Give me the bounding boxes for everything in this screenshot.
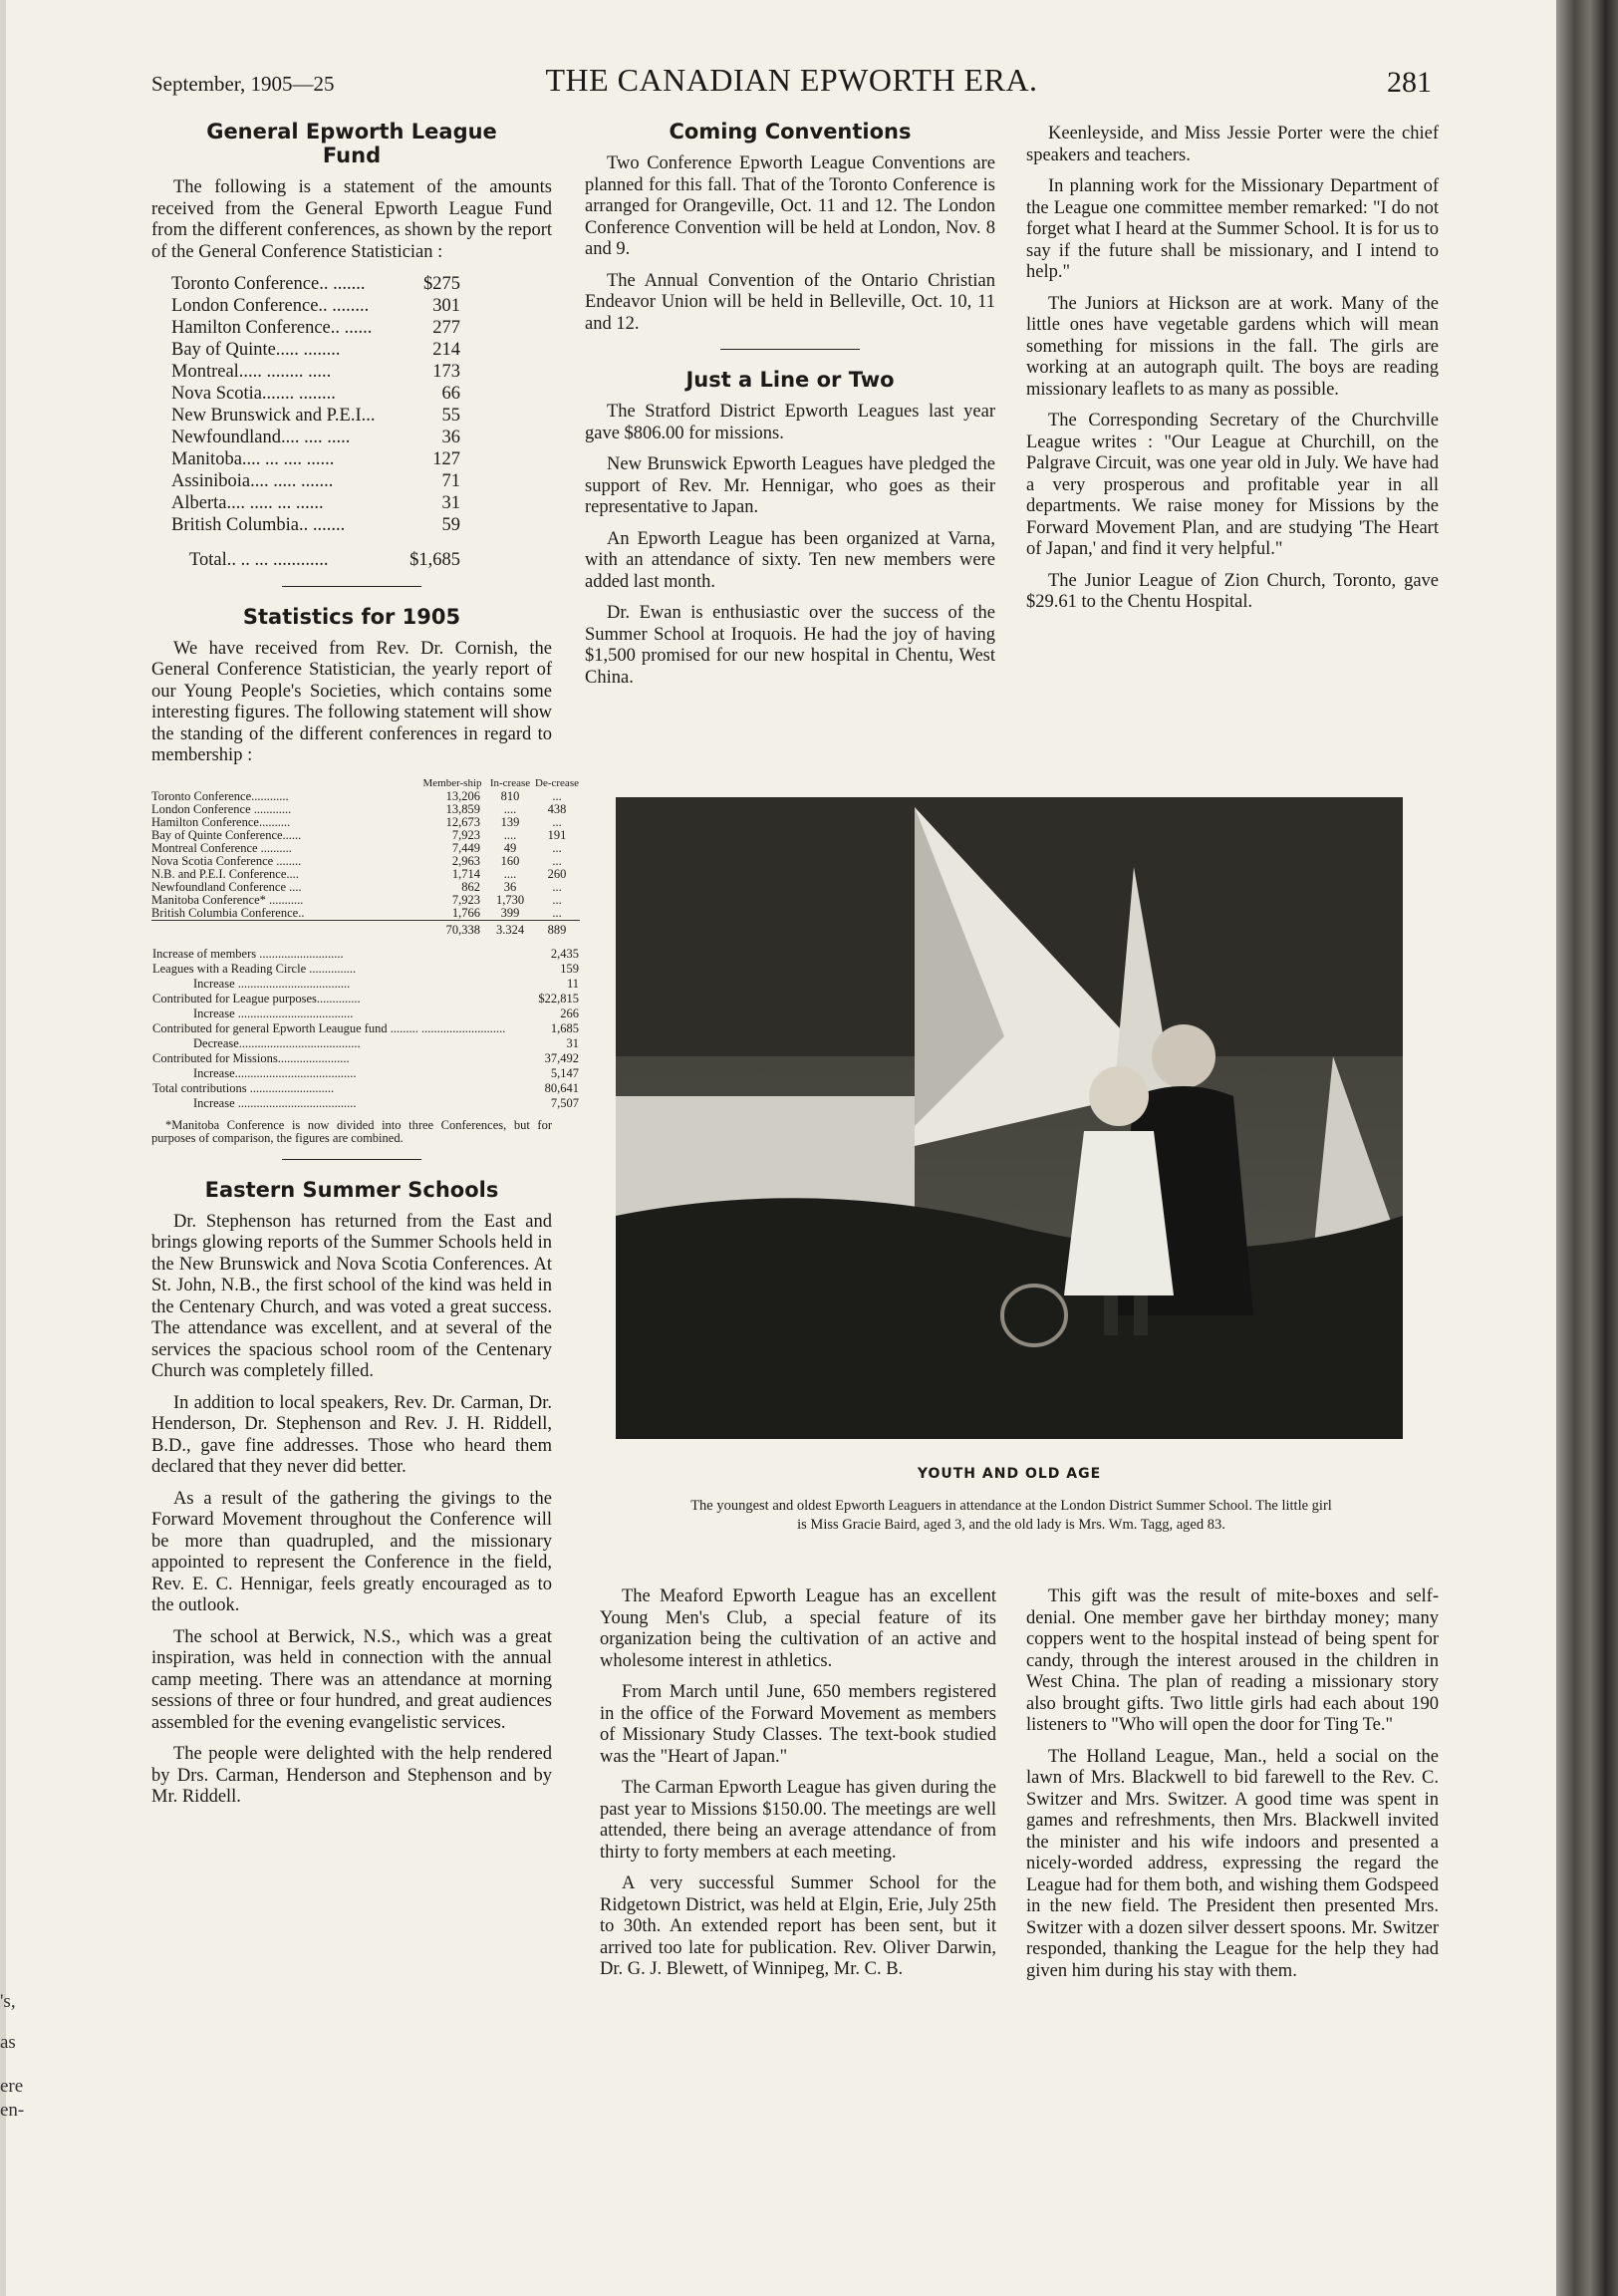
conference-name: N.B. and P.E.I. Conference....: [151, 866, 299, 881]
right-column-bottom: [1026, 1586, 1439, 1992]
fund-row: [171, 405, 460, 427]
line-heading: Just a Line or Two: [685, 368, 895, 392]
stats-row: [151, 803, 580, 816]
total-value: 3.324: [486, 920, 534, 937]
summary-label: Increase of members ...........................: [152, 946, 344, 961]
paragraph: The Carman Epworth League has given during the past year to Missions $150.00. The meetings are well attended, there being an average attendance of from thirty to forty members at each meeting.: [600, 1778, 996, 1863]
fund-amount: 71: [441, 471, 460, 491]
fund-row: [171, 317, 460, 339]
section-rule: [282, 586, 421, 587]
eastern-body: [151, 1212, 552, 1809]
fund-amount: 55: [441, 406, 460, 426]
stats-row: [151, 881, 580, 894]
summary-row: [151, 1081, 580, 1096]
conference-name: Bay of Quinte Conference......: [151, 827, 302, 842]
right-bottom-body: [1026, 1586, 1439, 1982]
conference-name: Toronto Conference............: [151, 788, 289, 803]
summary-row: [151, 977, 580, 992]
margin-fragment: en-: [0, 2100, 25, 2121]
fund-amount: 36: [441, 428, 460, 447]
fund-row: [171, 448, 460, 470]
left-column: [151, 120, 579, 1819]
summary-label: Increase.......................................: [193, 1065, 357, 1080]
middle-column-bottom: [600, 1586, 996, 1991]
fund-heading: General Epworth League Fund: [206, 120, 497, 167]
fund-table: [171, 273, 460, 536]
summary-value: 7,507: [550, 1095, 579, 1110]
fund-row: [171, 273, 460, 295]
eastern-heading: Eastern Summer Schools: [204, 1177, 499, 1202]
total-spacer: [151, 920, 418, 937]
paragraph: Dr. Ewan is enthusiastic over the success of the Summer School at Iroquois. He had the joy of having $1,500 promised for our new hospital in Chentu, West China.: [585, 603, 995, 688]
fund-row: [171, 361, 460, 383]
paragraph: In planning work for the Missionary Department of the League one committee member remarked: "I do not forget what I heard at the Summer School. It is for us to say if the future shall be missionary, and I intend to help.": [1026, 176, 1439, 282]
fund-total: [189, 550, 460, 572]
summary-row: [151, 1006, 580, 1021]
summary-value: 80,641: [544, 1080, 579, 1095]
summary-value: 11: [566, 976, 579, 991]
line-body: [585, 402, 995, 689]
conference-name: Hamilton Conference..........: [151, 814, 291, 829]
conference-name: London Conference.. ........: [171, 296, 370, 316]
decrease-value: ...: [552, 814, 562, 829]
decrease-value: 260: [547, 866, 567, 881]
stats-row: [151, 816, 580, 829]
margin-fragment: 's,: [0, 1991, 16, 2012]
summary-table: [151, 947, 580, 1111]
fund-amount: 173: [432, 362, 460, 382]
decrease-value: ...: [552, 853, 562, 868]
conference-name: Assiniboia.... ..... .......: [171, 471, 334, 491]
summary-value: $22,815: [538, 991, 579, 1005]
paragraph: The people were delighted with the help rendered by Drs. Carman, Henderson and Stephenson and by Mr. Riddell.: [151, 1744, 552, 1807]
fund-amount: 59: [441, 515, 460, 535]
conference-name: Hamilton Conference.. ......: [171, 318, 373, 338]
membership-value: 7,923: [451, 892, 480, 907]
conventions-heading: Coming Conventions: [669, 120, 912, 144]
increase-value: 810: [500, 788, 520, 803]
summary-row: [151, 962, 580, 977]
paragraph: The Junior League of Zion Church, Toronto, gave $29.61 to the Chentu Hospital.: [1026, 570, 1439, 612]
stats-row: [151, 894, 580, 907]
col-header-membership: Member-ship: [422, 776, 482, 789]
fund-amount: 66: [441, 384, 460, 404]
summary-value: 266: [560, 1005, 579, 1020]
increase-value: ....: [503, 827, 517, 842]
magazine-title: THE CANADIAN EPWORTH ERA.: [545, 62, 1038, 98]
paragraph: The Corresponding Secretary of the Churchville League writes : "Our League at Churchill, on the Palgrave Circuit, was one year old in July. We have had a very prosperous and profitable year in all departments. We raise money for Missions by the Forward Movement Plan, and are studying 'The Heart of Japan,' and find it very helpful.": [1026, 411, 1439, 559]
stats-row: [151, 829, 580, 842]
conference-name: New Brunswick and P.E.I...: [171, 406, 376, 426]
increase-value: 1,730: [495, 892, 525, 907]
fund-amount: 301: [432, 296, 460, 316]
paragraph: The Juniors at Hickson are at work. Many of the little ones have vegetable gardens which will mean something for missions in the fall. The girls are working at an autograph quilt. The boys are reading missionary leaflets to as many as possible.: [1026, 293, 1439, 400]
fund-row: [171, 492, 460, 514]
fund-row: [171, 427, 460, 448]
paragraph: The Meaford Epworth League has an excellent Young Men's Club, a special feature of its organization being the cultivation of an active and wholesome interest in athletics.: [600, 1586, 996, 1671]
summary-label: Decrease.......................................: [193, 1035, 361, 1050]
margin-fragment: ere: [0, 2076, 24, 2097]
summary-value: 37,492: [544, 1050, 579, 1065]
total-value: 889: [534, 920, 580, 937]
paragraph: Two Conference Epworth League Conventions are planned for this fall. That of the Toronto Conference is arranged for Orangeville, Oct. 11 and 12. The London Conference Convention will be held at London, Nov. 8 and 9.: [585, 153, 995, 259]
membership-value: 13,206: [445, 788, 480, 803]
total-value: 70,338: [418, 920, 486, 937]
summary-label: Total contributions ...........................: [152, 1080, 335, 1095]
summary-label: Increase .....................................: [193, 1005, 354, 1020]
col-header-decrease: De-crease: [535, 776, 579, 789]
photo-illustration: [616, 797, 1403, 1439]
membership-value: 2,963: [451, 853, 480, 868]
margin-fragment: as: [0, 2032, 16, 2053]
fund-total-value: $1,685: [409, 550, 460, 570]
conference-name: Nova Scotia Conference ........: [151, 853, 302, 868]
stats-table: [151, 777, 580, 937]
increase-value: ....: [503, 866, 517, 881]
decrease-value: ...: [552, 892, 562, 907]
summary-label: Increase ......................................: [193, 1095, 357, 1110]
stats-row: [151, 842, 580, 855]
summary-label: Contributed for League purposes..............: [152, 991, 361, 1005]
right-column-top: [1026, 124, 1439, 624]
increase-value: 160: [500, 853, 520, 868]
decrease-value: ...: [552, 879, 562, 894]
decrease-value: 191: [547, 827, 567, 842]
paragraph: As a result of the gathering the givings to the Forward Movement throughout the Conference will be more than quadrupled, and the missionary appointed to represent the Conference in the field, Rev. E. C. Hennigar, feels greatly encouraged as to the outlook.: [151, 1488, 552, 1615]
conference-name: Newfoundland Conference ....: [151, 879, 302, 894]
paragraph: A very successful Summer School for the Ridgetown District, was held at Elgin, Erie, July 25th to 30th. An extended report has been sent, but it arrived too late for publication. Rev. Oliver Darwin, Dr. G. J. Blewett, of Winnipeg, Mr. C. B.: [600, 1873, 996, 1979]
summary-row: [151, 1066, 580, 1081]
membership-value: 7,923: [451, 827, 480, 842]
membership-value: 13,859: [445, 801, 480, 816]
stats-row: [151, 855, 580, 868]
middle-bottom-body: [600, 1586, 996, 1981]
membership-value: 1,766: [451, 905, 480, 920]
photograph: [616, 797, 1403, 1439]
conventions-body: [585, 153, 995, 335]
paragraph: The Stratford District Epworth Leagues last year gave $806.00 for missions.: [585, 402, 995, 443]
paragraph: This gift was the result of mite-boxes and self-denial. One member gave her birthday money; many coppers went to the hospital instead of being spent for candy, through the interest aroused in the children in West China. The plan of reading a missionary story also brought gifts. Two little girls had each about 190 listeners to "Who will open the door for Ting Te.": [1026, 1586, 1439, 1735]
membership-value: 7,449: [451, 840, 480, 855]
stats-row: [151, 790, 580, 803]
increase-value: ....: [503, 801, 517, 816]
summary-row: [151, 947, 580, 962]
fund-intro: The following is a statement of the amounts received from the General Epworth League Fund from the different conferences, as shown by the report of the General Conference Statistician :: [151, 177, 552, 262]
stats-intro: We have received from Rev. Dr. Cornish, the General Conference Statistician, the yearly report of our Young People's Societies, which contains some interesting figures. The following statement will show the standing of the different conferences in regard to membership :: [151, 638, 552, 765]
membership-value: 1,714: [451, 866, 480, 881]
summary-row: [151, 1021, 580, 1036]
stats-row: [151, 907, 580, 921]
conference-name: British Columbia.. .......: [171, 515, 346, 535]
paragraph: The school at Berwick, N.S., which was a great inspiration, was held in connection with the annual camp meeting. There was an attendance at morning sessions of three or four hundred, and great audiences assembled for the evening evangelistic services.: [151, 1626, 552, 1733]
conference-name: Toronto Conference.. .......: [171, 274, 366, 294]
section-rule: [720, 349, 860, 350]
conference-name: Bay of Quinte..... ........: [171, 340, 341, 360]
paragraph: In addition to local speakers, Rev. Dr. Carman, Dr. Henderson, Dr. Stephenson and Rev. J. H. Riddell, B.D., gave fine addresses. Those who heard them declared that they never did better.: [151, 1392, 552, 1477]
middle-column-top: [585, 120, 995, 699]
paragraph: Keenleyside, and Miss Jessie Porter were the chief speakers and teachers.: [1026, 124, 1439, 165]
fund-row: [171, 470, 460, 492]
fund-row: [171, 514, 460, 536]
fund-amount: 31: [441, 493, 460, 513]
summary-label: Contributed for general Epworth Leaugue fund ......... ...........................: [152, 1020, 506, 1035]
photo-title: YOUTH AND OLD AGE: [917, 1466, 1102, 1482]
membership-value: 12,673: [445, 814, 480, 829]
conference-name: British Columbia Conference..: [151, 905, 305, 920]
paragraph: The Holland League, Man., held a social on the lawn of Mrs. Blackwell to bid farewell to the Rev. C. Switzer and Mrs. Switzer. A good time was spent in games and refreshments, then Mrs. Blackwell invited the minister and his wife indoors and presented a nicely-worded address, expressing the regard the League had for them both, and wishing them Godspeed in the new field. The President then presented Mrs. Switzer with a dozen silver dessert spoons. Mr. Switzer responded, thanking the League for the help they had given him during his stay with them.: [1026, 1746, 1439, 1981]
decrease-value: 438: [547, 801, 567, 816]
membership-value: 862: [461, 879, 480, 894]
conference-name: Newfoundland.... .... .....: [171, 428, 351, 447]
summary-value: 159: [560, 961, 579, 976]
conference-name: London Conference ............: [151, 801, 292, 816]
summary-label: Contributed for Missions.......................: [152, 1050, 350, 1065]
paragraph: An Epworth League has been organized at Varna, with an attendance of sixty. Ten new members were added last month.: [585, 528, 995, 592]
summary-row: [151, 1096, 580, 1111]
summary-row: [151, 992, 580, 1006]
footnote: *Manitoba Conference is now divided into three Conferences, but for purposes of comparison, the figures are combined.: [151, 1117, 552, 1145]
summary-value: 5,147: [550, 1065, 579, 1080]
section-rule: [282, 1159, 421, 1160]
issue-date: September, 1905—25: [151, 72, 335, 96]
fund-amount: 277: [432, 318, 460, 338]
increase-value: 139: [500, 814, 520, 829]
paragraph: Dr. Stephenson has returned from the East and brings glowing reports of the Summer Schools held in the New Brunswick and Nova Scotia Conferences. At St. John, N.B., the first school of the kind was held in the Centenary Church, and was voted a great success. The attendance was excellent, and at several of the services the spacious school room of the Centenary Church was completely filled.: [151, 1211, 552, 1381]
conference-name: Manitoba.... ... .... ......: [171, 449, 335, 469]
summary-label: Increase ....................................: [193, 976, 351, 991]
decrease-value: ...: [552, 905, 562, 920]
stats-heading: Statistics for 1905: [242, 604, 461, 629]
summary-label: Leagues with a Reading Circle ...............: [152, 961, 357, 976]
running-header: [151, 62, 1432, 106]
page-edge: [0, 0, 6, 2296]
stats-totals-row: [151, 920, 580, 937]
paragraph: From March until June, 650 members registered in the office of the Forward Movement as members of Missionary Study Classes. The text-book studied was the "Heart of Japan.": [600, 1682, 996, 1767]
increase-value: 49: [503, 840, 517, 855]
page-number: 281: [1387, 66, 1432, 99]
conference-name: Alberta.... ..... ... ......: [171, 493, 324, 513]
col-header-increase: In-crease: [489, 776, 531, 789]
summary-value: 1,685: [550, 1020, 579, 1035]
increase-value: 399: [500, 905, 520, 920]
decrease-value: ...: [552, 788, 562, 803]
photo-caption: The youngest and oldest Epworth Leaguers in attendance at the London District Summer School. The little girl is Miss Gracie Baird, aged 3, and the old lady is Mrs. Wm. Tagg, aged 83.: [690, 1498, 1332, 1533]
conference-name: Montreal Conference ..........: [151, 840, 292, 855]
fund-row: [171, 339, 460, 361]
stats-row: [151, 868, 580, 881]
book-binding: [1556, 0, 1618, 2296]
fund-amount: 127: [432, 449, 460, 469]
summary-row: [151, 1051, 580, 1066]
paragraph: New Brunswick Epworth Leagues have pledged the support of Rev. Mr. Hennigar, who goes as their representative to Japan.: [585, 454, 995, 517]
fund-row: [171, 295, 460, 317]
increase-value: 36: [503, 879, 517, 894]
right-top-body: [1026, 124, 1439, 614]
fund-total-label: Total.. .. ... ............: [189, 550, 329, 570]
decrease-value: ...: [552, 840, 562, 855]
conference-name: Manitoba Conference* ...........: [151, 892, 304, 907]
fund-row: [171, 383, 460, 405]
summary-row: [151, 1036, 580, 1051]
summary-value: 31: [566, 1035, 579, 1050]
conference-name: Montreal..... ........ .....: [171, 362, 332, 382]
fund-amount: $275: [423, 274, 460, 294]
fund-amount: 214: [432, 340, 460, 360]
summary-value: 2,435: [550, 946, 579, 961]
conference-name: Nova Scotia....... ........: [171, 384, 336, 404]
paragraph: The Annual Convention of the Ontario Christian Endeavor Union will be held in Belleville, Oct. 10, 11 and 12.: [585, 270, 995, 334]
